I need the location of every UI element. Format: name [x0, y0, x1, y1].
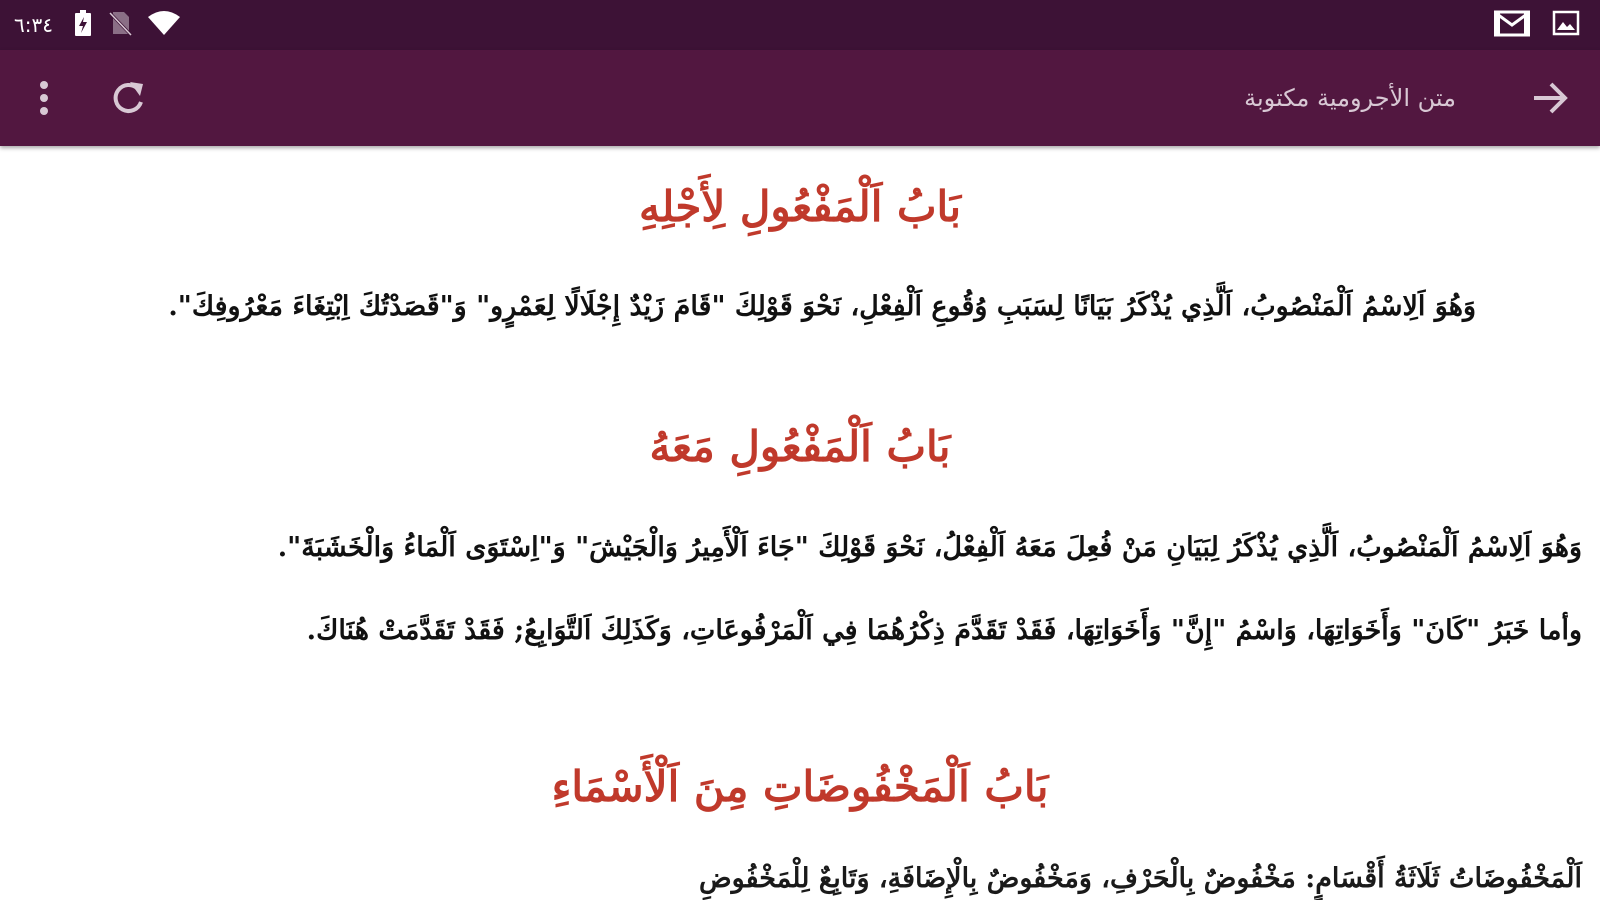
status-left-group — [14, 0, 181, 50]
status-bar — [0, 0, 1600, 50]
status-right-group — [1494, 0, 1580, 50]
back-button[interactable] — [1530, 78, 1570, 118]
app-toolbar — [0, 50, 1600, 146]
gmail-icon — [1494, 9, 1530, 41]
toolbar-title: متن الأجرومية مكتوبة — [1244, 84, 1456, 112]
section-heading: بَابُ اَلْمَخْفُوضَاتِ مِنَ اَلْأَسْمَاءِ — [551, 762, 1049, 811]
refresh-button[interactable] — [108, 78, 148, 118]
lesson-content[interactable] — [0, 146, 1600, 900]
section-paragraph: اَلْمَخْفُوضَاتُ ثَلَاثَةُ أَقْسَامٍ: مَخْفُوضٌ بِالْحَرْفِ، وَمَخْفُوضٌ بِالْإِضَافَةِ، وَتَابِعٌ لِلْمَخْفُوضِ — [699, 863, 1582, 894]
wifi-icon — [147, 10, 181, 40]
section-heading: بَابُ اَلْمَفْعُولِ لِأَجْلِهِ — [638, 182, 962, 231]
image-icon — [1552, 10, 1580, 40]
refresh-icon — [108, 78, 148, 118]
no-sim-icon — [107, 10, 133, 40]
battery-charging-icon — [73, 9, 93, 41]
section-paragraph: وَهُوَ اَلِاسْمُ اَلْمَنْصُوبُ، اَلَّذِي يُذْكَرُ لِبَيَانِ مَنْ فُعِلَ مَعَهُ اَلْفِعْلُ، نَحْوَ قَوْلِكَ "جَاءَ اَلْأَمِيرُ وَالْجَيْشَ" وَ"اِسْتَوَى اَلْمَاءُ وَالْخَشَبَةَ". — [277, 532, 1582, 563]
section-heading: بَابُ اَلْمَفْعُولِ مَعَهُ — [649, 422, 951, 471]
arrow-right-icon — [1530, 78, 1570, 118]
section-paragraph: وَهُوَ اَلِاسْمُ اَلْمَنْصُوبُ، اَلَّذِي يُذْكَرُ بَيَانًا لِسَبَبِ وُقُوعِ اَلْفِعْلِ، نَحْوَ قَوْلِكَ "قَامَ زَيْدٌ إِجْلَالًا لِعَمْرٍو" وَ"قَصَدْتُكَ اِبْتِغَاءَ مَعْرُوفِكَ". — [168, 291, 1476, 322]
more-vert-icon — [28, 76, 60, 120]
status-time: ٦:٣٤ — [14, 13, 53, 37]
section-paragraph: وأما خَبَرُ "كَانَ" وَأَخَوَاتِهَا، وَاسْمُ "إِنَّ" وَأَخَوَاتِهَا، فَقَدْ تَقَدَّمَ ذِكْرُهُمَا فِي اَلْمَرْفُوعَاتِ، وَكَذَلِكَ اَلتَّوَابِعُ; فَقَدْ تَقَدَّمَتْ هُنَاكَ. — [306, 615, 1582, 646]
more-options-button[interactable] — [28, 76, 60, 120]
